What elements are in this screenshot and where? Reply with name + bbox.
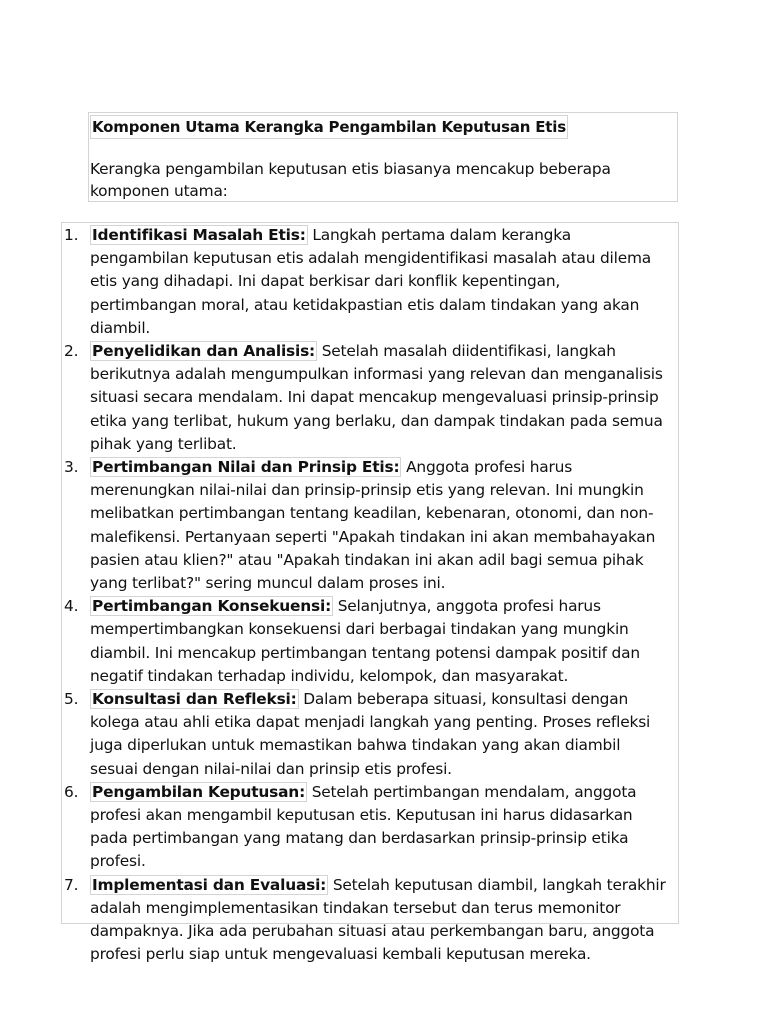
list-item	[0, 595, 670, 688]
item-number: 4.	[64, 597, 79, 616]
item-number: 3.	[64, 458, 79, 477]
list-item	[0, 340, 670, 456]
item-term: Pengambilan Keputusan:	[92, 782, 306, 801]
item-term: Identifikasi Masalah Etis:	[92, 226, 306, 244]
item-text: Anggota profesi harus merenungkan nilai-nilai dan prinsip-prinsip etis yang relevan. Ini mungkin melibatkan pertimbangan tentang keadilan, kebenaran, otonomi, dan non-malefikensi. Pertanyaan seperti "Apakah tindakan ini akan membahayakan pasien atau klien?" atau "Apakah tindakan ini akan adil bagi semua pihak yang terlibat?" sering muncul dalam proses ini.	[90, 458, 656, 593]
item-text: Setelah keputusan diambil, langkah terakhir adalah mengimplementasikan tindakan tersebut dan terus memonitor dampaknya. Jika ada perubahan situasi atau perkembangan baru, anggota profesi perlu siap untuk mengevaluasi kembali keputusan mereka.	[90, 875, 666, 964]
item-term: Pertimbangan Nilai dan Prinsip Etis:	[92, 458, 400, 477]
list-item	[0, 224, 670, 340]
page-title: Komponen Utama Kerangka Pengambilan Keputusan Etis	[90, 115, 568, 139]
item-term: Implementasi dan Evaluasi:	[92, 875, 327, 894]
item-text: Selanjutnya, anggota profesi harus mempertimbangkan konsekuensi dari berbagai tindakan yang mungkin diambil. Ini mencakup pertimbangan tentang potensi dampak positif dan negatif tindakan terhadap individu, kelompok, dan masyarakat.	[90, 597, 640, 685]
list-item	[0, 781, 670, 874]
intro-paragraph: Kerangka pengambilan keputusan etis biasanya mencakup beberapa komponen utama:	[90, 160, 611, 200]
list-item	[0, 688, 670, 781]
item-number: 7.	[64, 875, 79, 894]
item-term: Konsultasi dan Refleksi:	[92, 690, 297, 709]
item-text: Setelah masalah diidentifikasi, langkah berikutnya adalah mengumpulkan informasi yang relevan dan menganalisis situasi secara mendalam. Ini dapat mencakup mengevaluasi prinsip-prinsip etika yang terlibat, hukum yang berlaku, dan dampak tindakan pada semua pihak yang terlibat.	[90, 342, 663, 453]
item-number: 6.	[64, 782, 79, 801]
item-number: 2.	[64, 342, 79, 361]
list-item	[0, 874, 670, 967]
item-number: 5.	[64, 690, 79, 709]
item-text: Dalam beberapa situasi, konsultasi dengan kolega atau ahli etika dapat menjadi langkah yang penting. Proses refleksi juga diperlukan untuk memastikan bahwa tindakan yang akan diambil sesuai dengan nilai-nilai dan prinsip etis profesi.	[90, 690, 651, 778]
list-item	[0, 456, 670, 595]
item-number: 1.	[64, 226, 79, 244]
item-term: Pertimbangan Konsekuensi:	[92, 597, 332, 616]
item-text: Langkah pertama dalam kerangka pengambilan keputusan etis adalah mengidentifikasi masalah atau dilema etis yang dihadapi. Ini dapat berkisar dari konflik kepentingan, pertimbangan moral, atau ketidakpastian etis dalam tindakan yang akan diambil.	[90, 226, 652, 337]
component-list	[0, 224, 768, 967]
item-term: Penyelidikan dan Analisis:	[92, 342, 315, 361]
item-text: Setelah pertimbangan mendalam, anggota profesi akan mengambil keputusan etis. Keputusan ini harus didasarkan pada pertimbangan yang matang dan berdasarkan prinsip-prinsip etika profesi.	[90, 782, 637, 871]
